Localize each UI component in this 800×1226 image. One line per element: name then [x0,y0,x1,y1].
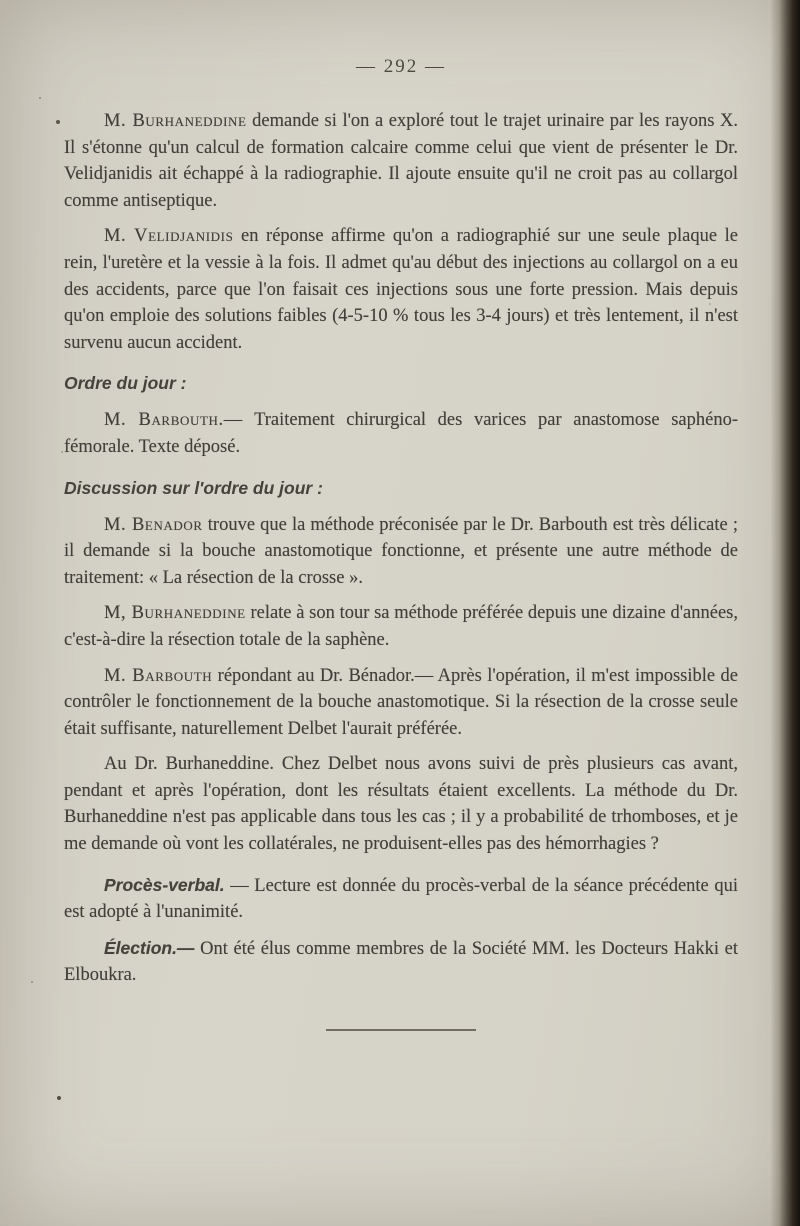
paragraph-benador [64,512,738,592]
paragraph-burhaneddine-question [64,108,738,214]
paragraph-text: Ont été élus comme membres de la Société MM. les Docteurs Hakki et Elboukra. [64,938,738,986]
paragraph-burhaneddine-methode [64,600,738,653]
paragraph-text: Au Dr. Burhaneddine. Chez Delbet nous avons suivi de près plusieurs cas avant, pendant et après l'opération, dont les résultats étaient excellents. La méthode du Dr. Burhaneddine n'est pas applicable dans tous les cas ; il y a probabilité de trhomboses, et je me demande où vont les collatérales, ne produisent-elles pas des hémorrhagies ? [64,754,738,855]
paragraph-proces-verbal [64,872,738,926]
section-heading-ordre-du-jour: Ordre du jour : [64,373,187,394]
speaker-name: M. Barbouth [104,665,213,686]
paper-specks [56,120,60,124]
speaker-name: M. Barbouth.— [104,410,243,431]
paragraph-lead-italic: Procès-verbal. [104,874,225,895]
paragraph-text: en réponse affirme qu'on a radiographié sur une seule plaque le rein, l'uretère et la vessie à la fois. Il admet qu'au début des injections au collargol on a eu des accidents, parce que l'on faisait ces injections sous une forte pression. Mais depuis qu'on emploie des solutions faibles (4-5-10 % tous les 3-4 jours) et très lentement, il n'est survenu aucun accident. [64,226,738,353]
end-rule [326,1029,476,1031]
paragraph-velidjanidis-reply [64,223,738,356]
paragraph-text: répondant au Dr. Bénador.— Après l'opération, il m'est impossible de contrôler le fonctionnement de la bouche anastomotique. Si la résection de la crosse seule était suffisante, naturellement Delbet l'aurait préférée. [64,665,738,739]
speaker-name: M. Burhaneddine [104,111,247,131]
page-number: — 292 — [356,56,446,77]
page-edge-shadow [770,0,800,1226]
paragraph-barbouth-repondant [64,663,738,743]
paragraph-barbouth-traitement [64,407,738,460]
paragraph-text: trouve que la méthode préconisée par le Dr. Barbouth est très délicate ; il demande si la bouche anastomotique fonctionne, et présente une autre méthode de traitement: « La résection de la crosse ». [64,514,738,588]
paragraph-text: relate à son tour sa méthode préférée depuis une dizaine d'années, c'est-à-dire la résection totale de la saphène. [64,603,738,650]
paragraph-election [64,935,738,989]
speaker-name: M. Velidjanidis [104,226,234,247]
speaker-name: M, Burhaneddine [104,603,246,624]
text-block [64,56,738,1031]
paragraph-lead-italic: Élection.— [104,937,195,958]
paragraph-au-dr-burhaneddine [64,751,738,857]
paragraph-text: Traitement chirurgical des varices par anastomose saphéno-fémorale. Texte déposé. [64,410,738,457]
speaker-name: M. Benador [104,514,203,535]
section-heading-discussion: Discussion sur l'ordre du jour : [64,477,323,498]
paragraph-text: demande si l'on a exploré tout le trajet urinaire par les rayons X. Il s'étonne qu'un calcul de formation calcaire comme celui que vient de présenter le Dr. Velidjanidis ait échappé à la radiographie. Il ajoute ensuite qu'il ne croit pas au collargol comme antiseptique. [64,111,739,211]
paragraph-text: — Lecture est donnée du procès-verbal de la séance précédente qui est adopté à l'unanimité. [64,875,738,923]
